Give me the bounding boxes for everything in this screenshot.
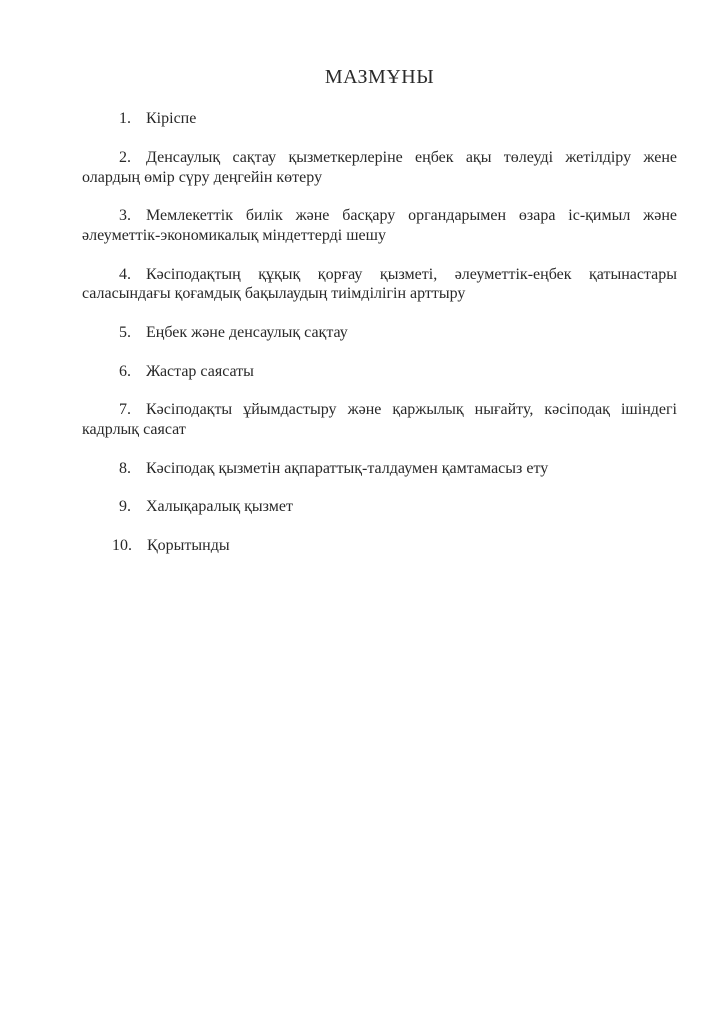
toc-item	[82, 362, 677, 381]
toc-item-line	[82, 323, 677, 342]
toc-item-number: 4.	[119, 265, 131, 283]
page-title: МАЗМҰНЫ	[324, 66, 435, 88]
toc-item-text: Денсаулық сақтау қызметкерлеріне еңбек ақы төлеуді жетілдіру жене	[146, 149, 677, 167]
toc-item-number: 5.	[119, 323, 131, 341]
toc-item-text: Кәсіподақ қызметін ақпараттық-талдаумен қамтамасыз ету	[146, 459, 549, 477]
table-of-contents	[82, 109, 677, 555]
toc-item	[82, 265, 677, 304]
toc-item-line	[82, 109, 677, 128]
toc-item-line	[82, 362, 677, 381]
toc-item-text: Кіріспе	[146, 110, 197, 128]
toc-item-line: әлеуметтік-экономикалық міндеттерді шешу	[82, 226, 386, 244]
toc-item-text: Кәсіподақты ұйымдастыру және қаржылық нығайту, кәсіподақ ішіндегі	[146, 401, 677, 419]
toc-item	[82, 148, 677, 187]
toc-item	[82, 109, 677, 128]
toc-item-number: 7.	[119, 401, 131, 419]
toc-item-line	[82, 206, 677, 225]
toc-item-line	[82, 497, 677, 516]
toc-item-line: саласындағы қоғамдық бақылаудың тиімділігін арттыру	[82, 285, 466, 302]
toc-item-number: 2.	[119, 149, 131, 167]
toc-item-number: 6.	[119, 362, 131, 380]
toc-item-line	[82, 400, 677, 419]
toc-item	[82, 459, 677, 478]
toc-item-line: кадрлық саясат	[82, 420, 186, 438]
toc-item-text: Еңбек және денсаулық сақтау	[146, 323, 348, 341]
toc-item-number: 10.	[112, 537, 132, 555]
toc-item-text: Қорытынды	[147, 537, 230, 555]
toc-item	[82, 497, 677, 516]
toc-item-line	[82, 148, 677, 167]
toc-item-number: 3.	[119, 207, 131, 225]
toc-item-text: Жастар саясаты	[146, 362, 254, 380]
toc-item	[82, 400, 677, 439]
toc-item-text: Халықаралық қызмет	[146, 498, 293, 516]
toc-item-line: олардың өмір сүру деңгейін көтеру	[82, 168, 323, 186]
toc-item	[82, 206, 677, 245]
toc-item	[82, 323, 677, 342]
toc-item-number: 8.	[119, 459, 131, 477]
toc-item-number: 9.	[119, 498, 131, 516]
toc-item-line	[82, 536, 677, 555]
toc-item-line	[82, 265, 677, 284]
toc-item-line	[82, 459, 677, 478]
toc-item-text: Кәсіподақтың құқық қорғау қызметі, әлеуметтік-еңбек қатынастары	[146, 265, 677, 283]
toc-item	[82, 536, 677, 555]
toc-item-text: Мемлекеттік билік және басқару органдарымен өзара іс-қимыл және	[146, 207, 677, 225]
toc-item-number: 1.	[119, 110, 131, 128]
